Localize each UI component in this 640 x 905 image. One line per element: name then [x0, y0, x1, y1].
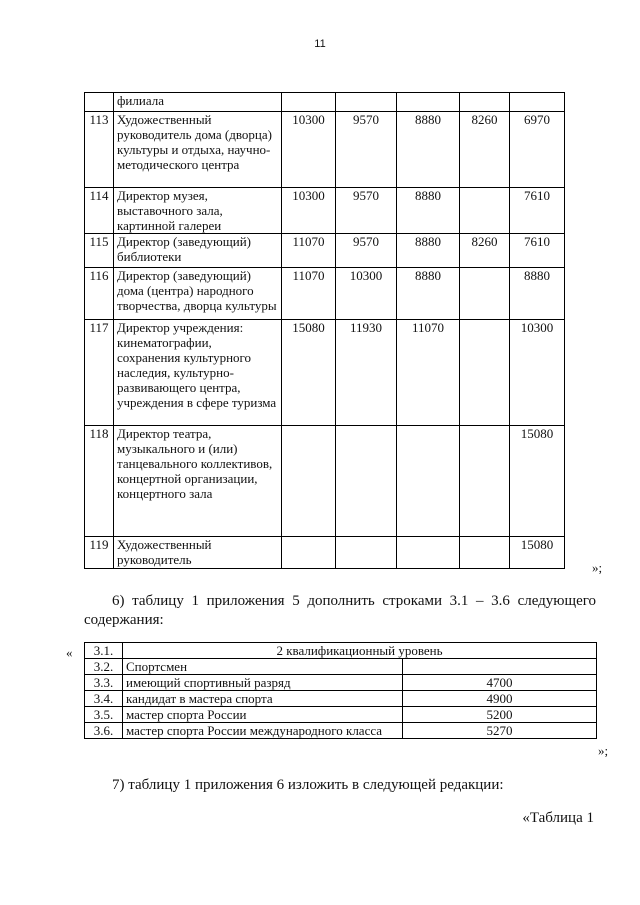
cell-num: 113 [85, 112, 114, 188]
cell-num: 119 [85, 537, 114, 569]
cell-value [460, 93, 510, 112]
table-row [85, 659, 597, 675]
cell-value: 8880 [397, 234, 460, 268]
cell-position: Директор музея, выставочного зала, картинной галереи [114, 188, 282, 234]
cell-value: 4700 [403, 675, 597, 691]
table-row [85, 268, 565, 320]
cell-position: Директор учреждения: кинематографии, сохранения культурного наследия, культурно-развивающего центра, учреждения в сфере туризма [114, 320, 282, 426]
table-row [85, 675, 597, 691]
cell-value: 7610 [510, 188, 565, 234]
cell-value [460, 537, 510, 569]
cell-value: 10300 [282, 112, 336, 188]
table2-header-label: 2 квалификационный уровень [123, 643, 597, 659]
cell-value: 8880 [397, 268, 460, 320]
cell-value: 11070 [397, 320, 460, 426]
cell-num: 3.6. [85, 723, 123, 739]
salary-table-2 [84, 642, 597, 739]
cell-position: Художественный руководитель дома (дворца) культуры и отдыха, научно-методического центра [114, 112, 282, 188]
cell-value [510, 93, 565, 112]
table2-closing-quote: »; [598, 743, 609, 758]
table-row [85, 320, 565, 426]
table-row [85, 112, 565, 188]
cell-value [397, 426, 460, 537]
table-caption: «Таблица 1 [522, 810, 594, 826]
cell-position: Директор театра, музыкального и (или) танцевального коллективов, концертной организации, концертного зала [114, 426, 282, 537]
cell-value: 15080 [510, 426, 565, 537]
cell-num: 116 [85, 268, 114, 320]
cell-value: 8880 [510, 268, 565, 320]
table-row [85, 188, 565, 234]
cell-value [397, 93, 460, 112]
cell-value [460, 268, 510, 320]
cell-position: филиала [114, 93, 282, 112]
table-row [85, 691, 597, 707]
cell-num: 118 [85, 426, 114, 537]
cell-label: Спортсмен [123, 659, 403, 675]
cell-value [460, 188, 510, 234]
cell-value: 11070 [282, 234, 336, 268]
cell-label: имеющий спортивный разряд [123, 675, 403, 691]
cell-value: 9570 [336, 188, 397, 234]
cell-value: 10300 [282, 188, 336, 234]
cell-value: 11930 [336, 320, 397, 426]
cell-value: 15080 [282, 320, 336, 426]
cell-value: 4900 [403, 691, 597, 707]
cell-label: мастер спорта России международного класса [123, 723, 403, 739]
cell-num: 117 [85, 320, 114, 426]
cell-position: Художественный руководитель [114, 537, 282, 569]
cell-value: 6970 [510, 112, 565, 188]
cell-value: 10300 [510, 320, 565, 426]
table-row [85, 707, 597, 723]
cell-value [282, 426, 336, 537]
table-row [85, 234, 565, 268]
cell-value: 8260 [460, 234, 510, 268]
cell-num: 114 [85, 188, 114, 234]
cell-value: 7610 [510, 234, 565, 268]
table-row [85, 426, 565, 537]
paragraph-6: 6) таблицу 1 приложения 5 дополнить строками 3.1 – 3.6 следующего содержания: [84, 593, 596, 628]
cell-num: 115 [85, 234, 114, 268]
cell-value: 15080 [510, 537, 565, 569]
cell-value: 5200 [403, 707, 597, 723]
cell-label: кандидат в мастера спорта [123, 691, 403, 707]
table-row [85, 93, 565, 112]
cell-value [397, 537, 460, 569]
cell-value: 10300 [336, 268, 397, 320]
cell-value [460, 320, 510, 426]
cell-position: Директор (заведующий) дома (центра) народного творчества, дворца культуры [114, 268, 282, 320]
cell-value: 5270 [403, 723, 597, 739]
table2-cell-num: 3.1. [85, 643, 123, 659]
table-row [85, 537, 565, 569]
cell-value [282, 93, 336, 112]
cell-label: мастер спорта России [123, 707, 403, 723]
paragraph-7: 7) таблицу 1 приложения 6 изложить в следующей редакции: [112, 777, 504, 793]
cell-value: 11070 [282, 268, 336, 320]
cell-value [403, 659, 597, 675]
table2-header-row [85, 643, 597, 659]
cell-value: 8260 [460, 112, 510, 188]
table2-opening-quote: « [66, 645, 73, 660]
cell-value [282, 537, 336, 569]
cell-value [336, 426, 397, 537]
cell-num: 3.2. [85, 659, 123, 675]
table1-closing-quote: »; [592, 560, 603, 575]
cell-value [460, 426, 510, 537]
cell-value: 8880 [397, 188, 460, 234]
cell-value: 9570 [336, 112, 397, 188]
salary-table-1 [84, 92, 565, 569]
cell-num: 3.4. [85, 691, 123, 707]
cell-value: 9570 [336, 234, 397, 268]
cell-value: 8880 [397, 112, 460, 188]
cell-value [336, 93, 397, 112]
cell-num [85, 93, 114, 112]
page-number: 11 [314, 38, 326, 50]
table-row [85, 723, 597, 739]
cell-num: 3.5. [85, 707, 123, 723]
cell-position: Директор (заведующий) библиотеки [114, 234, 282, 268]
cell-num: 3.3. [85, 675, 123, 691]
cell-value [336, 537, 397, 569]
